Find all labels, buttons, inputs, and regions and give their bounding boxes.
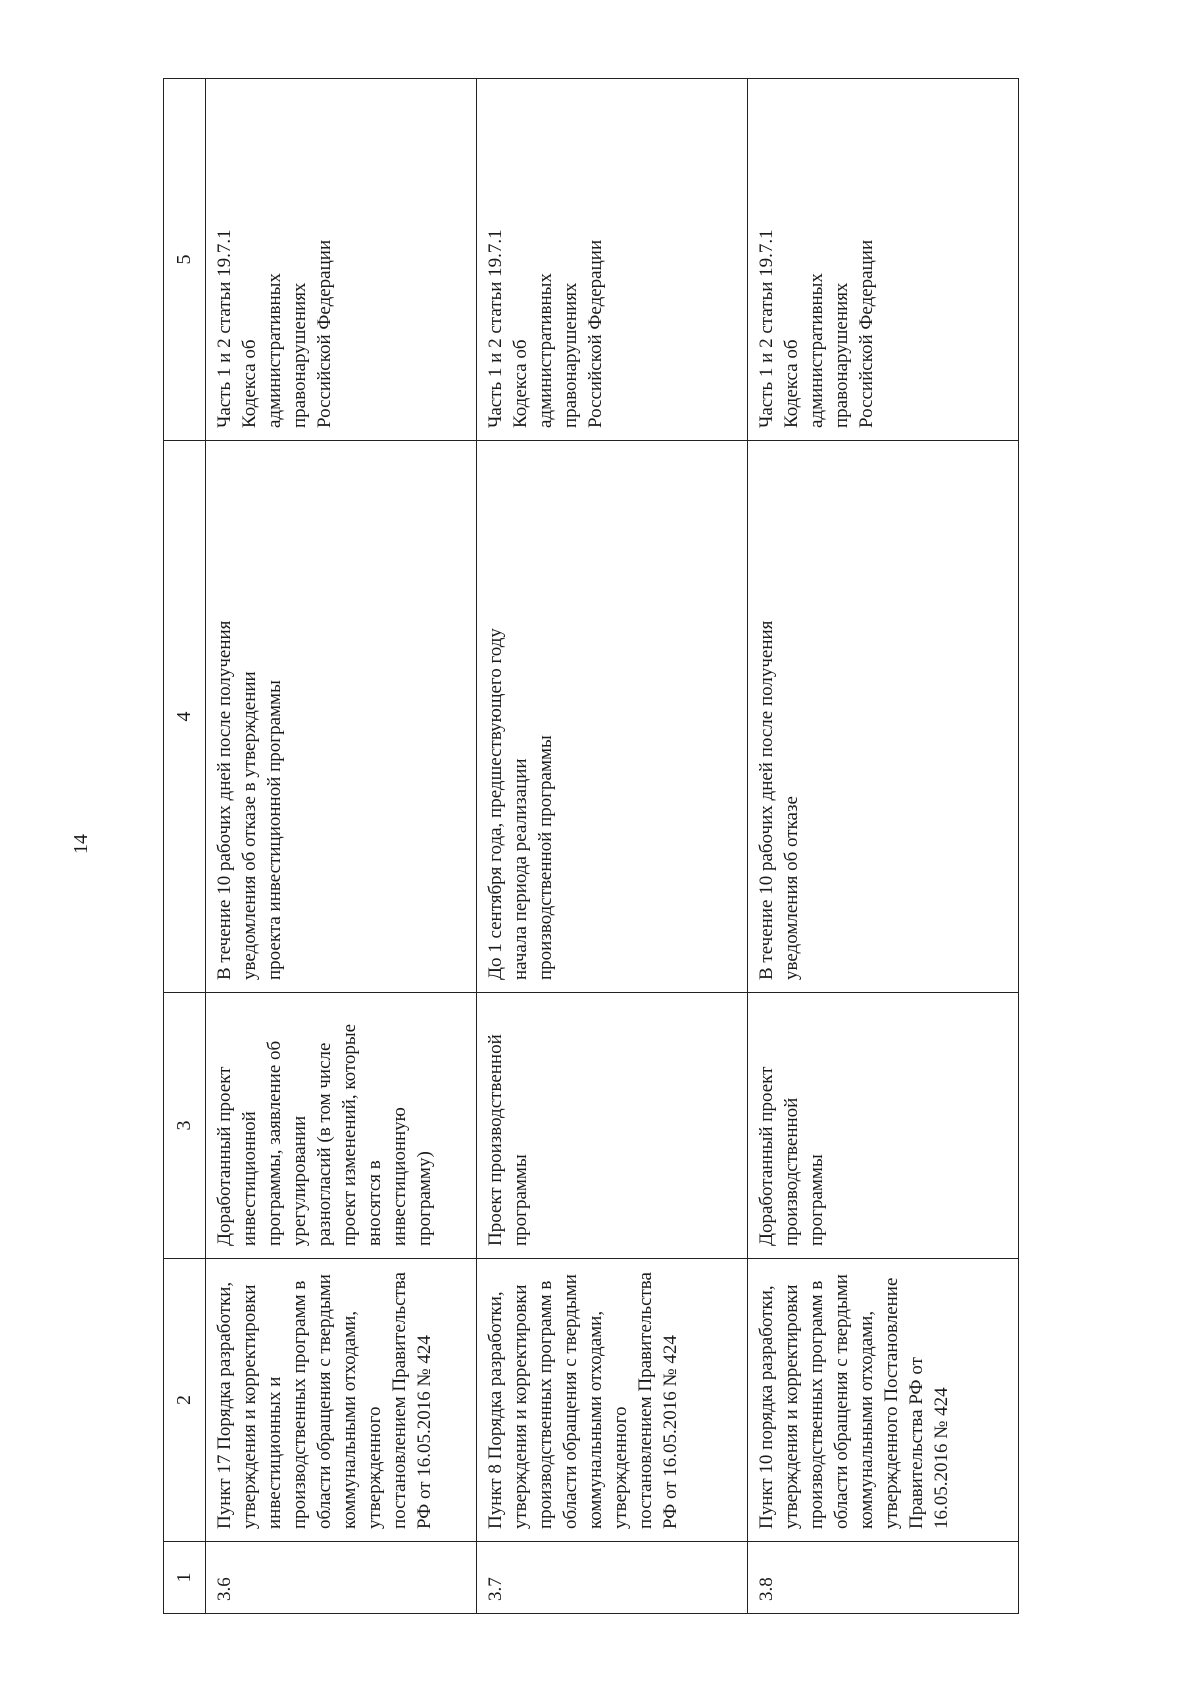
obligations-table	[163, 78, 1019, 1614]
legal-basis-cell: Пункт 10 порядка разработки, утверждения и корректировки производственных программ в области обращения с твердыми коммунальными отходами, утвержденного Постановление Правительства РФ от 16.05.2016 № 424	[748, 1259, 1019, 1542]
deadline-cell: В течение 10 рабочих дней после получения уведомления об отказе в утверждении проекта инвестиционной программы	[206, 441, 477, 993]
row-number-cell: 3.7	[477, 1542, 748, 1614]
table-row	[477, 79, 748, 1614]
row-number-cell: 3.6	[206, 1542, 477, 1614]
column-number-3: 3	[164, 993, 206, 1259]
document-cell: Доработанный проект инвестиционной программы, заявление об урегулировании разногласий (в том числе проект изменений, которые вносятся в инвестиционную программу)	[206, 993, 477, 1259]
legal-basis-cell: Пункт 8 Порядка разработки, утверждения и корректировки производственных программ в области обращения с твердыми коммунальными отходами, утвержденного постановлением Правительства РФ от 16.05.2016 № 424	[477, 1259, 748, 1542]
deadline-cell: До 1 сентября года, предшествующего году начала периода реализации производственной программы	[477, 441, 748, 993]
table-row	[206, 79, 477, 1614]
liability-cell: Часть 1 и 2 статьи 19.7.1 Кодекса об административных правонарушениях Российской Федерации	[206, 79, 477, 441]
liability-cell: Часть 1 и 2 статьи 19.7.1 Кодекса об административных правонарушениях Российской Федерации	[477, 79, 748, 441]
column-number-2: 2	[164, 1259, 206, 1542]
table-header-row	[164, 79, 206, 1614]
deadline-cell: В течение 10 рабочих дней после получения уведомления об отказе	[748, 441, 1019, 993]
legal-basis-cell: Пункт 17 Порядка разработки, утверждения и корректировки инвестиционных и производственных программ в области обращения с твердыми коммунальными отходами, утвержденного постановлением Правительства РФ от 16.05.2016 № 424	[206, 1259, 477, 1542]
liability-cell: Часть 1 и 2 статьи 19.7.1 Кодекса об административных правонарушениях Российской Федерации	[748, 79, 1019, 441]
table-row	[748, 79, 1019, 1614]
row-number-cell: 3.8	[748, 1542, 1019, 1614]
column-number-1: 1	[164, 1542, 206, 1614]
column-number-4: 4	[164, 441, 206, 993]
rotated-table-frame	[163, 79, 1018, 1614]
document-cell: Проект производственной программы	[477, 993, 748, 1259]
page-number: 14	[70, 834, 92, 854]
column-number-5: 5	[164, 79, 206, 441]
document-cell: Доработанный проект производственной программы	[748, 993, 1019, 1259]
